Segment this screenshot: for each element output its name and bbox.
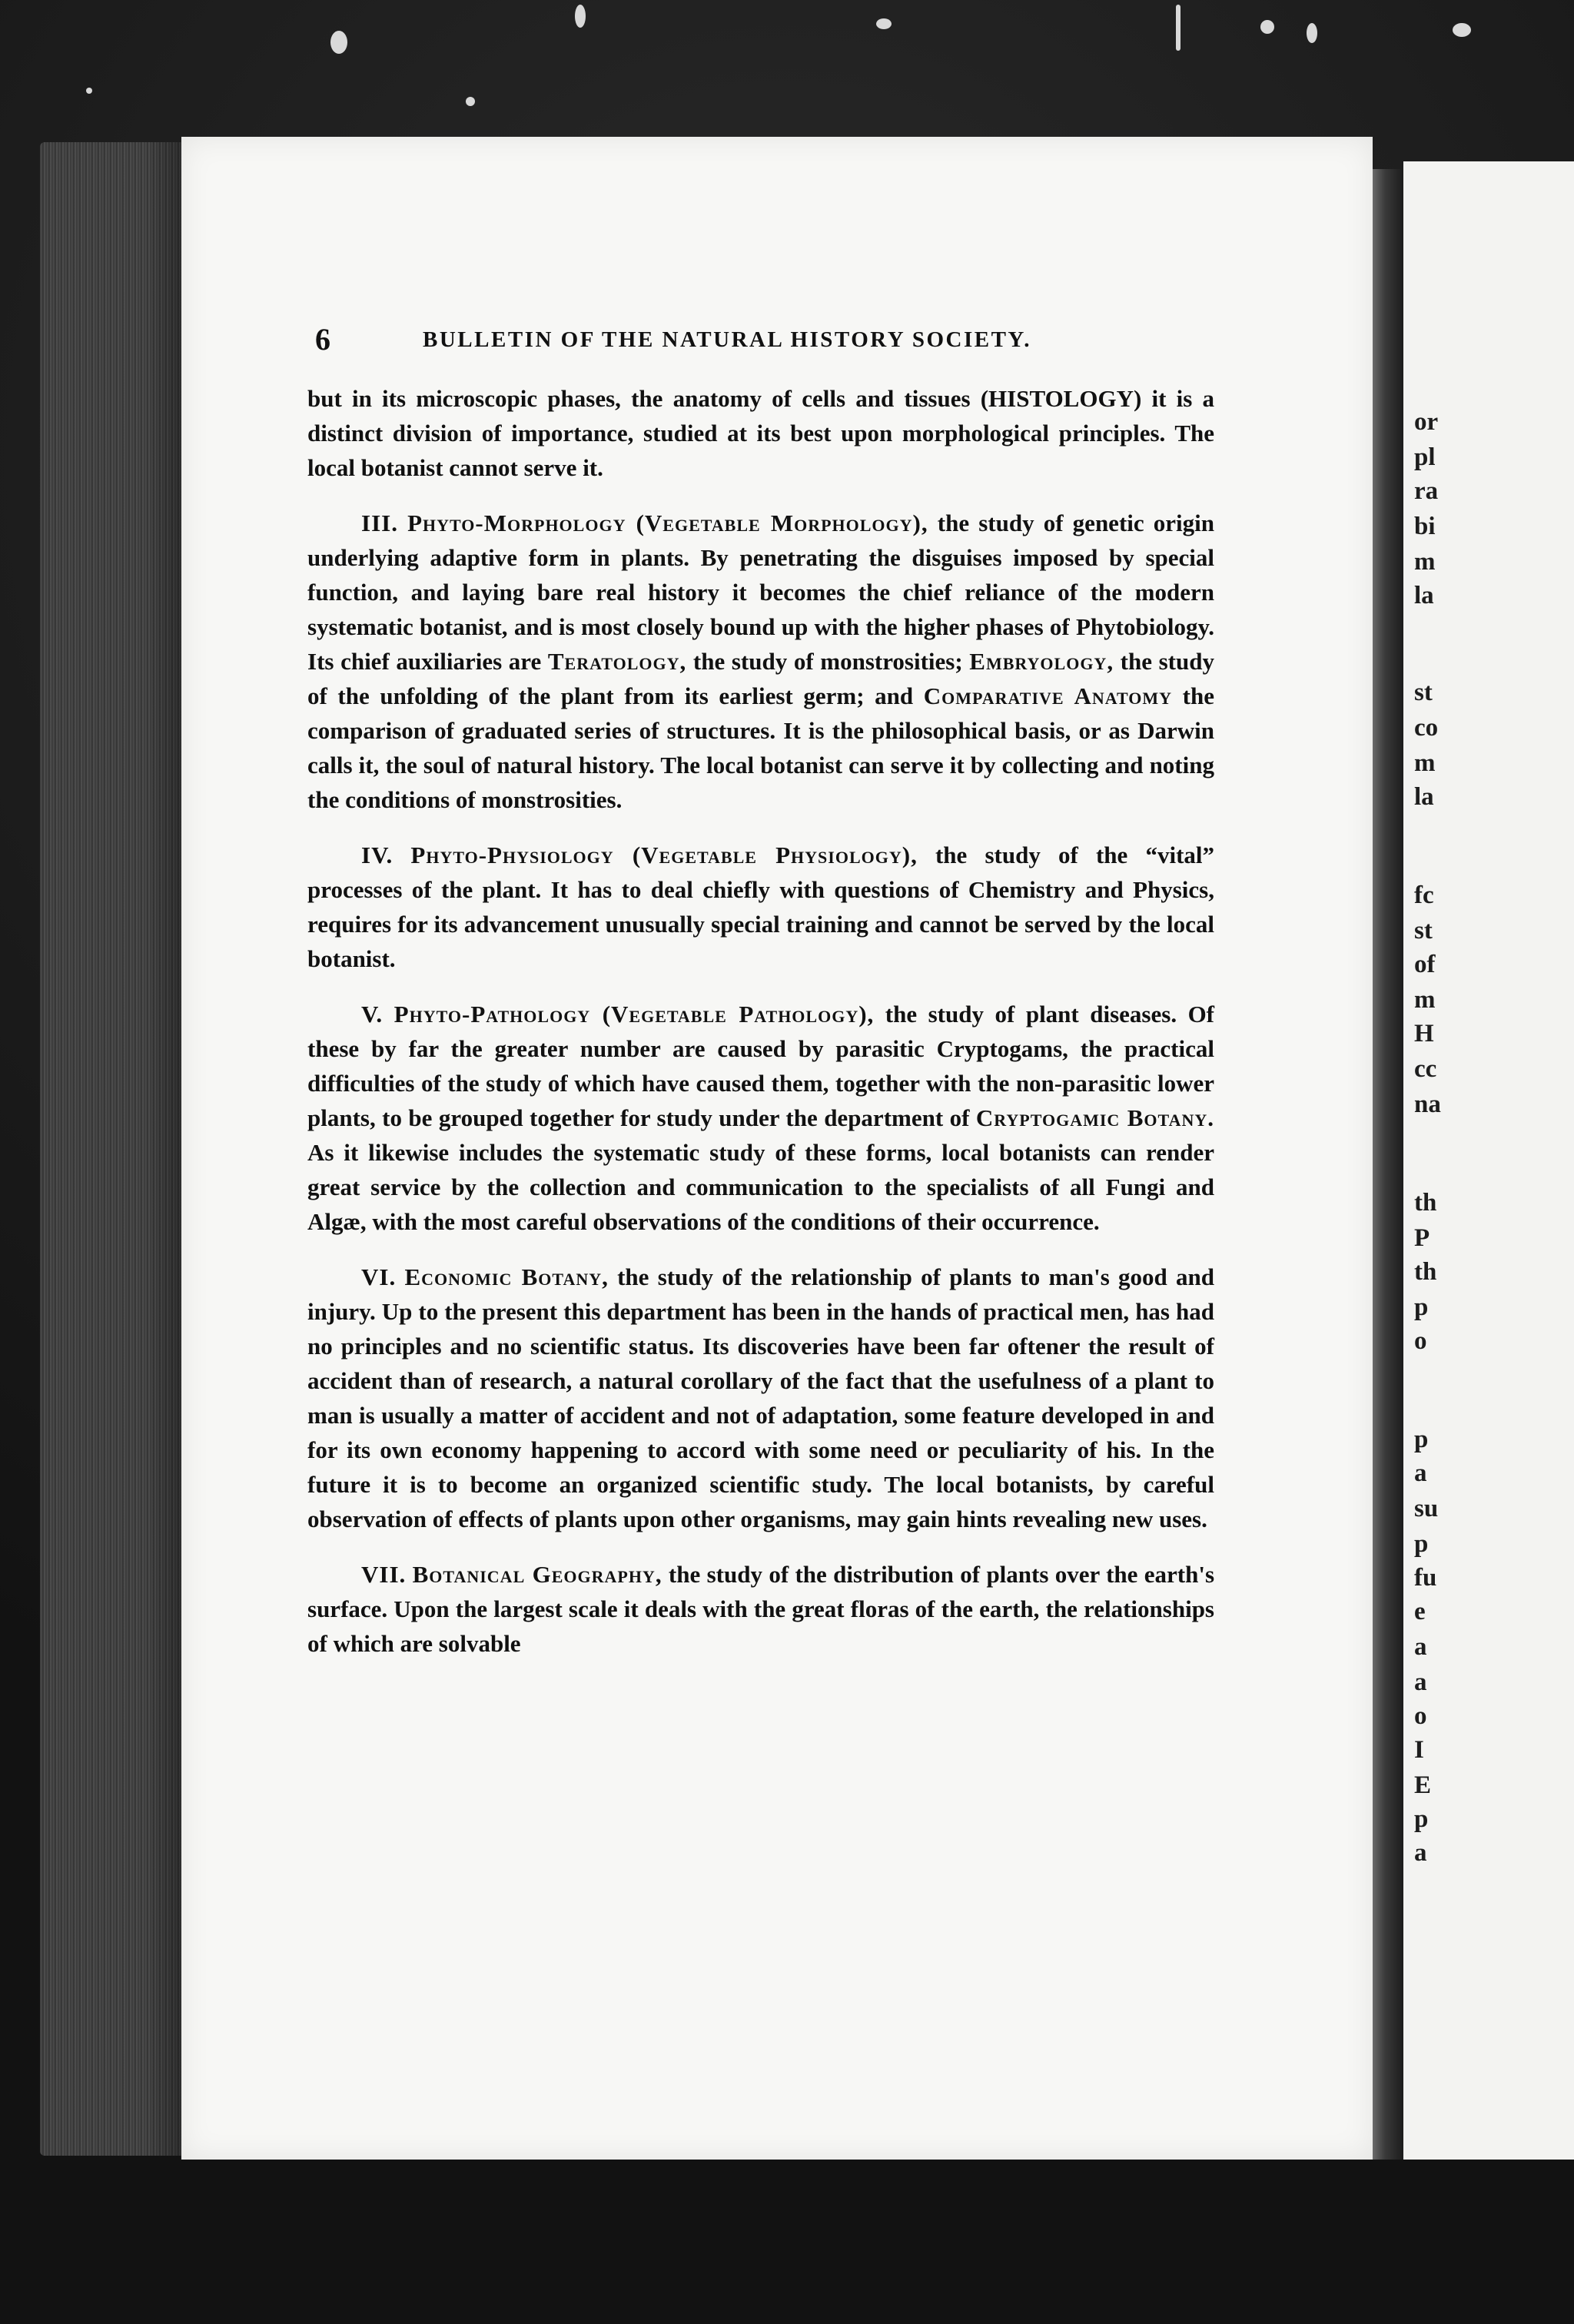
dust-speck (330, 31, 347, 54)
facing-page-fragment: pl (1414, 443, 1436, 471)
facing-page-fragment: su (1414, 1495, 1439, 1522)
paragraph-phyto-morphology (307, 506, 1214, 817)
facing-page-fragment: bi (1414, 513, 1436, 540)
dust-speck (1307, 23, 1317, 43)
dust-speck (1260, 20, 1274, 34)
facing-page-fragment: ra (1414, 477, 1439, 505)
paragraph-text: the study of plant diseases. Of these by far the greater number are caused by parasitic Cryptogams, the practical difficulties of the study of which have caused them, together with the non-parasitic lower plants, to be grouped together for study under the department of (307, 1001, 1215, 1131)
page-edges-shadow (146, 142, 184, 2156)
paragraph-histology (307, 381, 1214, 485)
facing-page-fragment: m (1414, 986, 1436, 1014)
facing-page-fragment: th (1414, 1189, 1437, 1217)
facing-page-fragment: p (1414, 1293, 1429, 1321)
facing-page-fragment: a (1414, 1633, 1427, 1661)
facing-page-fragment: I (1414, 1736, 1424, 1764)
facing-page-fragment: o (1414, 1702, 1427, 1730)
facing-page-fragment: a (1414, 1839, 1427, 1867)
paragraph-text: the study of genetic origin underlying adaptive form in plants. By penetrating the disguises imposed by special function, and laying bare real history it becomes the chief reliance of the modern systematic botanist, and is most closely bound up with the higher phases of Phytobiology. Its chief auxiliaries are (307, 510, 1214, 675)
body-text (307, 381, 1214, 1682)
facing-page-fragment: fc (1414, 881, 1434, 909)
paragraph-text: As it likewise includes the systematic study of these forms, local botanists can render great service by the collection and communication to the specialists of all Fungi and Algæ, with the most careful observations of the conditions of their occurrence. (307, 1139, 1214, 1235)
paragraph-economic-botany (307, 1260, 1214, 1536)
running-title: BULLETIN OF THE NATURAL HISTORY SOCIETY. (423, 327, 1031, 352)
term-comparative-anatomy: Comparative Anatomy (923, 682, 1173, 709)
paragraph-text: the study of the “vital” processes of the plant. It has to deal chiefly with questions of Chemistry and Physics, requires for its advancement unusually special training and cannot be served by the local botanist. (307, 842, 1215, 972)
facing-page-fragment: th (1414, 1258, 1437, 1286)
paragraph-text: but in its microscopic phases, the anatomy of cells and tissues (HISTOLOGY) it is a distinct division of importance, studied at its best upon morphological principles. The local botanist cannot serve it. (307, 385, 1214, 481)
facing-page (1403, 161, 1574, 2160)
page-number: 6 (315, 322, 330, 357)
paragraph-text: the study of the unfolding of the plant from its earliest germ; and (307, 648, 1214, 709)
term-cryptogamic-botany: Cryptogamic Botany. (975, 1104, 1214, 1131)
paragraph-text: the study of monstrosities; (686, 648, 970, 675)
facing-page-fragment: a (1414, 1459, 1427, 1487)
facing-page-fragment: la (1414, 582, 1434, 609)
running-head (315, 321, 1161, 360)
facing-page-fragment: co (1414, 714, 1439, 742)
paragraph-text: the study of the relationship of plants to man's good and injury. Up to the present this department has been in the hands of practical men, has had no principles and no scientific status. Its discoveries have been far oftener the result of accident than of research, a natural corollary of the fact that the usefulness of a plant to man is usually a matter of accident and not of adaptation, some feature developed in and for its own economy happening to accord with some need or peculiarity of his. In the future it is to become an organized scientific study. The local botanists, by careful observation of effects of plants upon other organisms, may gain hints revealing new uses. (307, 1263, 1214, 1532)
dust-speck (1176, 5, 1180, 51)
facing-page-fragment: na (1414, 1091, 1441, 1118)
book-gutter (1373, 169, 1403, 2160)
facing-page-fragment: st (1414, 679, 1433, 706)
section-heading: Botanical Geography, (412, 1561, 662, 1588)
facing-page-fragment: p (1414, 1530, 1429, 1558)
section-heading: Phyto-Pathology (Vegetable Pathology), (394, 1001, 875, 1028)
dust-speck (876, 18, 892, 29)
facing-page-fragment: e (1414, 1598, 1426, 1625)
dust-speck (1453, 23, 1471, 37)
section-heading: Phyto-Physiology (Vegetable Physiology), (410, 842, 918, 868)
paragraph-text: the comparison of graduated series of structures. It is the philosophical basis, or as Darwin calls it, the soul of natural history. The local botanist can serve it by collecting and noting the conditions of monstrosities. (307, 682, 1214, 813)
facing-page-fragment: E (1414, 1771, 1432, 1799)
dust-speck (466, 97, 475, 106)
facing-page-fragment: or (1414, 408, 1439, 436)
paragraph-text: the study of the distribution of plants over the earth's surface. Upon the largest scale it deals with the great floras of the earth, the relationships of which are solvable (307, 1561, 1215, 1657)
dust-speck (86, 88, 92, 94)
paragraph-botanical-geography (307, 1557, 1214, 1661)
facing-page-fragment: o (1414, 1327, 1427, 1355)
facing-page-fragment: of (1414, 951, 1436, 978)
section-number: IV. (361, 842, 394, 868)
facing-page-fragment: a (1414, 1668, 1427, 1696)
facing-page-fragment: P (1414, 1224, 1430, 1252)
paragraph-phyto-physiology (307, 838, 1214, 976)
term-embryology: Embryology, (969, 648, 1114, 675)
section-number: V. (361, 1001, 384, 1028)
dust-speck (575, 5, 586, 28)
section-heading: Phyto-Morphology (Vegetable Morphology), (407, 510, 928, 536)
section-number: VII. (361, 1561, 407, 1588)
facing-page-fragment: m (1414, 749, 1436, 777)
paragraph-phyto-pathology (307, 997, 1214, 1239)
section-heading: Economic Botany, (404, 1263, 609, 1290)
section-number: III. (361, 510, 398, 536)
facing-page-fragment: fu (1414, 1564, 1437, 1592)
section-number: VI. (361, 1263, 397, 1290)
facing-page-fragment: la (1414, 783, 1434, 811)
facing-page-fragment: H (1414, 1020, 1434, 1047)
facing-page-fragment: p (1414, 1805, 1429, 1833)
facing-page-fragment: cc (1414, 1055, 1437, 1083)
term-teratology: Teratology, (547, 648, 687, 675)
facing-page-fragment: p (1414, 1426, 1429, 1453)
facing-page-fragment: m (1414, 548, 1436, 576)
facing-page-fragment: st (1414, 917, 1433, 945)
